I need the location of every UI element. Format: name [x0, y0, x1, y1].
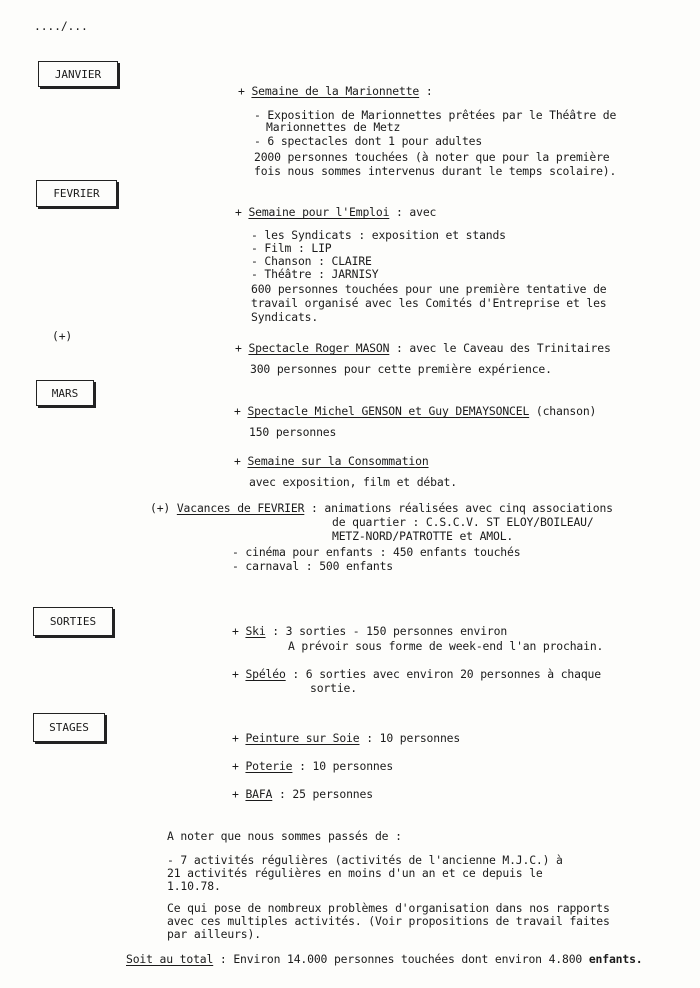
month-box-mars	[36, 380, 94, 406]
section-box-sorties	[33, 607, 113, 636]
janvier-line: Marionnettes de Metz	[266, 120, 401, 134]
total-emphasis: enfants.	[588, 952, 643, 966]
fevrier-heading	[235, 206, 436, 219]
bullet: +	[234, 404, 241, 418]
stage-item	[232, 760, 393, 773]
vacances-line: METZ-NORD/PATROTTE et AMOL.	[332, 529, 514, 543]
stage-item	[232, 788, 373, 801]
bullet: +	[232, 731, 239, 745]
section-box-stages	[33, 713, 105, 742]
stage-item	[232, 732, 460, 745]
vacances-item: - carnaval : 500 enfants	[232, 559, 393, 573]
fevrier-line: 600 personnes touchées pour une première tentative de	[251, 282, 607, 296]
section-label: STAGES	[49, 721, 89, 734]
event-suffix: : 3 sorties - 150 personnes environ	[265, 624, 508, 638]
bullet: +	[234, 454, 241, 468]
note-line: - 7 activités régulières (activités de l'ancienne M.J.C.) à	[167, 853, 563, 867]
fevrier-line: - Théâtre : JARNISY	[251, 267, 379, 281]
event-suffix: : avec le Caveau des Trinitaires	[389, 341, 611, 355]
event-title: Semaine pour l'Emploi	[248, 205, 390, 219]
vacances-heading	[150, 502, 613, 515]
janvier-line: 2000 personnes touchées (à noter que pour la première	[254, 150, 610, 164]
event-suffix: (chanson)	[529, 404, 597, 418]
fevrier-line: - Chanson : CLAIRE	[251, 254, 372, 268]
mason-line: 300 personnes pour cette première expérience.	[250, 362, 552, 376]
month-box-fevrier	[36, 180, 117, 207]
speleo-line: sortie.	[310, 681, 357, 695]
fevrier-line: - Film : LIP	[251, 241, 332, 255]
bullet: +	[235, 205, 242, 219]
note-line: 21 activités régulières en moins d'un an et ce depuis le	[167, 866, 543, 880]
vacances-item: - cinéma pour enfants : 450 enfants touchés	[232, 545, 521, 559]
stage-suffix: : 10 personnes	[292, 759, 394, 773]
footnote-marker: (+)	[52, 329, 73, 343]
janvier-line: - 6 spectacles dont 1 pour adultes	[254, 134, 483, 148]
janvier-line: fois nous sommes intervenus durant le temps scolaire).	[254, 164, 617, 178]
total-label: Soit au total	[126, 952, 214, 966]
speleo-heading	[232, 668, 601, 681]
total-text: : Environ 14.000 personnes touchées dont environ 4.800	[213, 952, 589, 966]
vacances-line: de quartier : C.S.C.V. ST ELOY/BOILEAU/	[332, 515, 594, 529]
month-label: FEVRIER	[53, 187, 100, 200]
consommation-line: avec exposition, film et débat.	[249, 475, 457, 489]
stage-suffix: : 25 personnes	[272, 787, 373, 801]
bullet: +	[232, 787, 239, 801]
janvier-heading	[238, 85, 433, 98]
bullet: +	[238, 84, 245, 98]
stage-title: BAFA	[245, 787, 273, 801]
event-suffix: : 6 sorties avec environ 20 personnes à chaque	[285, 667, 601, 681]
bullet: +	[232, 667, 239, 681]
total-line	[126, 953, 643, 966]
event-title: Vacances de FEVRIER	[176, 501, 305, 515]
consommation-heading	[234, 455, 429, 468]
month-box-janvier	[38, 61, 118, 87]
section-label: SORTIES	[49, 615, 97, 628]
month-label: MARS	[51, 386, 79, 400]
note-intro: A noter que nous sommes passés de :	[167, 829, 402, 843]
bullet: +	[235, 341, 242, 355]
event-title: Spectacle Roger MASON	[248, 341, 390, 355]
stage-title: Peinture sur Soie	[245, 731, 360, 745]
bullet: +	[232, 624, 239, 638]
mason-heading	[235, 342, 611, 355]
event-suffix: :	[419, 84, 433, 98]
note-para-line: avec ces multiples activités. (Voir propositions de travail faites	[167, 914, 610, 928]
ski-heading	[232, 625, 507, 638]
fevrier-line: travail organisé avec les Comités d'Entreprise et les	[251, 296, 607, 310]
footnote-marker: (+)	[150, 501, 171, 515]
genson-heading	[234, 405, 596, 418]
fevrier-line: - les Syndicats : exposition et stands	[251, 228, 506, 242]
month-label: JANVIER	[54, 67, 102, 81]
bullet: +	[232, 759, 239, 773]
event-title: Semaine sur la Consommation	[247, 454, 429, 468]
fevrier-line: Syndicats.	[251, 310, 319, 324]
event-suffix: : avec	[389, 205, 437, 219]
janvier-line: - Exposition de Marionnettes prêtées par le Théâtre de	[254, 108, 617, 122]
event-suffix: : animations réalisées avec cinq associations	[304, 501, 613, 515]
event-title: Spectacle Michel GENSON et Guy DEMAYSONCEL	[247, 404, 530, 418]
note-line: 1.10.78.	[167, 879, 221, 893]
event-title: Spéléo	[245, 667, 286, 681]
genson-line: 150 personnes	[249, 425, 337, 439]
event-title: Semaine de la Marionnette	[251, 84, 420, 98]
note-para-line: par ailleurs).	[167, 927, 261, 941]
note-para-line: Ce qui pose de nombreux problèmes d'organisation dans nos rapports	[167, 901, 610, 915]
event-title: Ski	[245, 624, 266, 638]
page-marker: ..../...	[34, 19, 88, 33]
stage-title: Poterie	[245, 759, 293, 773]
stage-suffix: : 10 personnes	[359, 731, 461, 745]
ski-line: A prévoir sous forme de week-end l'an prochain.	[288, 639, 604, 653]
